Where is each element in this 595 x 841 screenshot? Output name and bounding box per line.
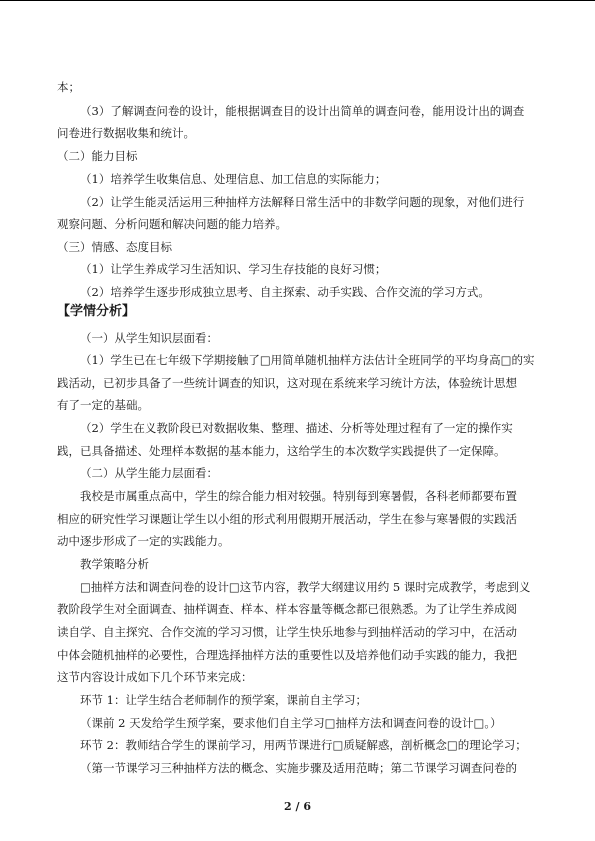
text-line: （3）了解调查问卷的设计，能根据调查目的设计出简单的调查问卷，能用设计出的调查 [80,104,525,118]
text-line: （1）学生已在七年级下学期接触了□用简单随机抽样方法估计全班同学的平均身高□的实 [80,353,535,367]
text-line: 践，已具备描述、处理样本数据的基本能力，这给学生的本次数学实践提供了一定保障。 [57,444,506,458]
section-subheading: （一）从学生知识层面看： [80,331,218,345]
section-heading: 【学情分析】 [57,304,136,319]
text-line: 动中逐步形成了一定的实践能力。 [57,534,230,548]
text-line: （第一节课学习三种抽样方法的概念、实施步骤及适用范畴；第二节课学习调查问卷的 [80,761,517,775]
text-line: 读自学、自主探究、合作交流的学习习惯，让学生快乐地参与到抽样活动的学习中，在活动 [57,625,517,639]
text-line: 中体会随机抽样的必要性，合理选择抽样方法的重要性以及培养他们动手实践的能力，我把 [57,648,517,662]
text-line: 本； [57,80,80,94]
page-top-rule [0,0,595,1]
text-line: 问卷进行数据收集和统计。 [57,126,195,140]
text-line: 践活动，已初步具备了一些统计调查的知识，这对现在系统来学习统计方法，体验统计思想 [57,376,517,390]
text-line: （课前 2 天发给学生预学案，要求他们自主学习□抽样方法和调查问卷的设计□。） [80,716,502,730]
text-line: 观察问题、分析问题和解决问题的能力培养。 [57,217,287,231]
text-line: 环节 1：让学生结合老师制作的预学案，课前自主学习； [80,693,367,707]
text-line: 有了一定的基础。 [57,398,149,412]
text-line: 这节内容设计成如下几个环节来完成： [57,670,253,684]
text-line: 环节 2：教师结合学生的课前学习，用两节课进行□质疑解惑，剖析概念□的理论学习； [80,738,527,752]
text-line: （2）培养学生逐步形成独立思考、自主探索、动手实践、合作交流的学习方式。 [80,285,490,299]
section-subheading: （二）从学生能力层面看： [80,466,218,480]
text-line: （1）培养学生收集信息、处理信息、加工信息的实际能力； [80,172,387,186]
section-subheading: （二）能力目标 [57,149,138,163]
text-line: 相应的研究性学习课题让学生以小组的形式利用假期开展活动，学生在参与寒暑假的实践活 [57,512,517,526]
text-line: （2）让学生能灵活运用三种抽样方法解释日常生活中的非数学问题的现象，对他们进行 [80,195,525,209]
text-line: 我校是市属重点高中，学生的综合能力相对较强。特别每到寒暑假，各科老师都要布置 [80,489,517,503]
page-number: 2 / 6 [284,800,311,813]
text-line: （1）让学生养成学习生活知识、学习生存技能的良好习惯； [80,262,387,276]
section-subheading: （三）情感、态度目标 [57,240,172,254]
text-line: 教阶段学生对全面调查、抽样调查、样本、样本容量等概念都已很熟悉。为了让学生养成阅 [57,602,517,616]
text-line: （2）学生在义教阶段已对数据收集、整理、描述、分析等处理过程有了一定的操作实 [80,421,513,435]
text-line: □抽样方法和调查问卷的设计□这节内容，教学大纲建议用约 5 课时完成教学，考虑到义 [80,580,531,594]
section-subheading: 教学策略分析 [80,557,149,571]
